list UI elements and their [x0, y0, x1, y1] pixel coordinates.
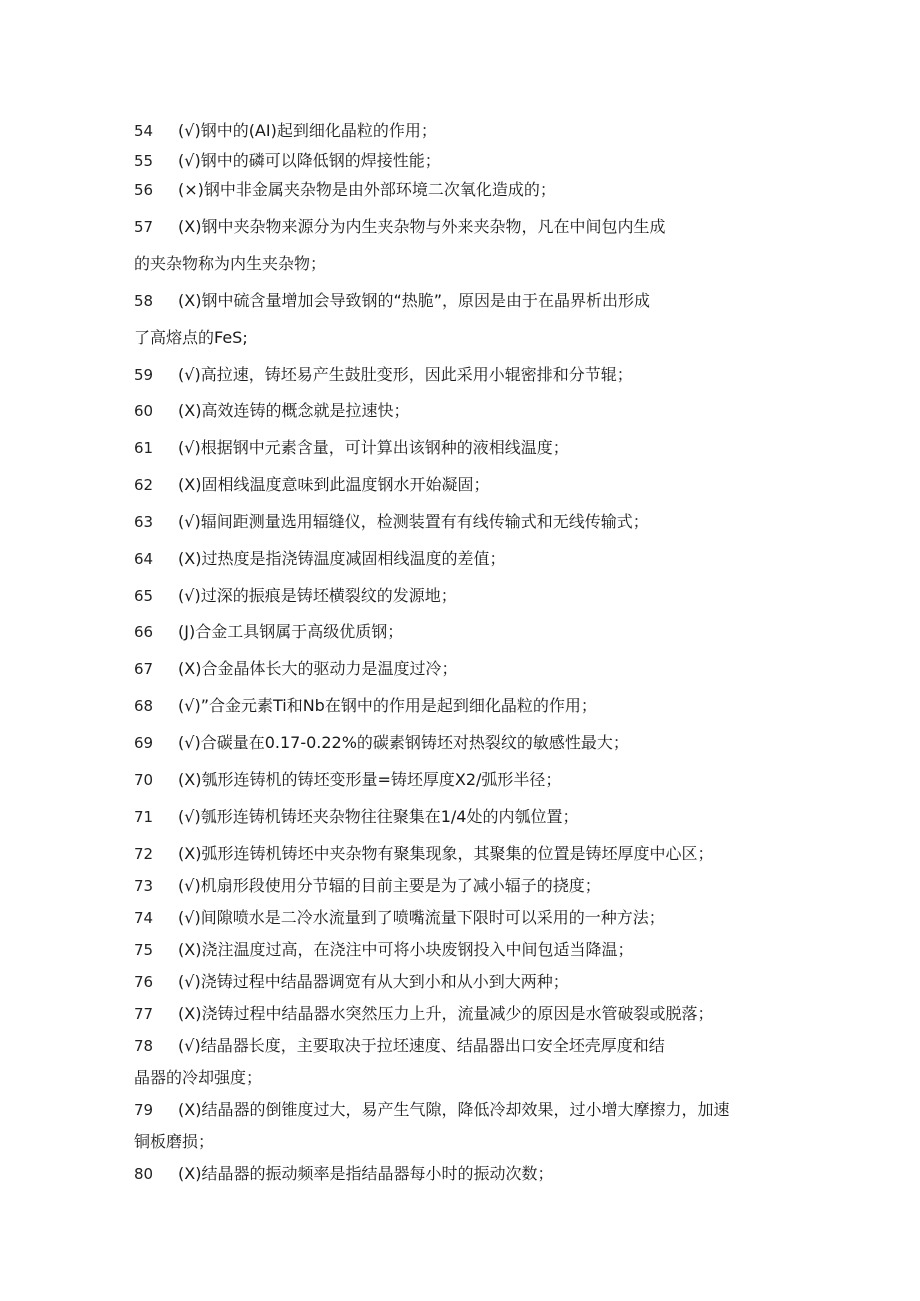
item-text: 过深的振痕是铸坯横裂纹的发源地；: [200, 586, 457, 605]
list-item: [134, 621, 403, 643]
list-item: [134, 769, 561, 791]
item-continuation: 铜板磨损；: [134, 1132, 215, 1151]
list-item: [134, 474, 489, 496]
list-item: [134, 732, 629, 754]
item-text: 浇注温度过高，在浇注中可将小块废钢投入中间包适当降温；: [201, 940, 634, 959]
item-text: 高拉速，铸坯易产生鼓肚变形，因此采用小辊密排和分节辊；: [200, 365, 633, 384]
item-number: 80: [134, 1165, 154, 1183]
list-item: [134, 585, 457, 607]
answer-mark: (X): [178, 475, 202, 494]
list-item: [134, 843, 713, 865]
answer-mark: (X): [178, 291, 202, 310]
item-text: 钢中的磷可以降低钢的焊接性能；: [200, 151, 441, 170]
list-item: [134, 1003, 713, 1025]
item-number: 79: [134, 1101, 154, 1119]
item-number: 68: [134, 697, 154, 715]
item-text: 合金晶体长大的驱动力是温度过冷；: [201, 659, 458, 678]
answer-mark: (X): [178, 1004, 202, 1023]
answer-mark: (X): [178, 1100, 202, 1119]
item-number: 65: [134, 587, 154, 605]
item-text: 结晶器的倒锥度过大，易产生气隙，降低冷却效果，过小增大摩擦力，加速: [201, 1100, 730, 1119]
list-item: [134, 511, 649, 533]
item-number: 66: [134, 623, 154, 641]
item-text: 结晶器长度，主要取决于拉坯速度、结晶器出口安全坯壳厚度和结: [200, 1036, 665, 1055]
item-text: ”合金元素Ti和Nb在钢中的作用是起到细化晶粒的作用；: [200, 696, 597, 715]
list-item: [134, 907, 665, 929]
answer-mark: (√): [178, 696, 201, 715]
answer-mark: (√): [178, 807, 201, 826]
answer-mark: (√): [178, 512, 201, 531]
item-continuation: 晶器的冷却强度；: [134, 1068, 263, 1087]
answer-mark: (X): [178, 770, 202, 789]
item-text: 间隙喷水是二冷水流量到了喷嘴流量下限时可以采用的一种方法；: [200, 908, 665, 927]
item-number: 78: [134, 1037, 154, 1055]
item-number: 69: [134, 734, 154, 752]
item-number: 58: [134, 292, 154, 310]
answer-mark: (√): [178, 586, 201, 605]
item-number: 76: [134, 973, 154, 991]
answer-mark: (X): [178, 844, 202, 863]
answer-mark: (X): [178, 940, 202, 959]
item-number: 70: [134, 771, 154, 789]
item-text: 钢中夹杂物来源分为内生夹杂物与外来夹杂物，凡在中间包内生成: [201, 217, 666, 236]
item-number: 74: [134, 909, 154, 927]
item-number: 67: [134, 660, 154, 678]
item-text: 机扇形段使用分节辐的目前主要是为了减小辐子的挠度；: [200, 876, 601, 895]
answer-mark: (√): [178, 438, 201, 457]
list-item: [134, 1035, 665, 1057]
answer-mark: (√): [178, 733, 201, 752]
answer-mark: (√): [178, 972, 201, 991]
item-text: 钢中硫含量增加会导致钢的“热脆”，原因是由于在晶界析出形成: [201, 291, 651, 310]
list-item: [134, 437, 569, 459]
item-number: 56: [134, 181, 154, 199]
answer-mark: (X): [178, 401, 202, 420]
list-item: [134, 120, 437, 142]
item-number: 60: [134, 402, 154, 420]
answer-mark: (√): [178, 908, 201, 927]
item-number: 54: [134, 122, 154, 140]
item-text: 钢中非金属夹杂物是由外部环境二次氧化造成的；: [203, 180, 556, 199]
item-text: 浇铸过程中结晶器水突然压力上升，流量减少的原因是水管破裂或脱落；: [201, 1004, 714, 1023]
answer-mark: (×): [178, 180, 204, 199]
item-text: 结晶器的振动频率是指结晶器每小时的振动次数；: [201, 1164, 554, 1183]
answer-mark: (X): [178, 1164, 202, 1183]
item-text: 弧形连铸机铸坯中夹杂物有聚集现象，其聚集的位置是铸坯厚度中心区；: [201, 844, 714, 863]
item-number: 71: [134, 808, 154, 826]
list-item: [134, 364, 633, 386]
list-item: [134, 290, 650, 312]
list-item: [134, 150, 441, 172]
list-item: [134, 179, 556, 201]
list-item: [134, 658, 457, 680]
item-number: 75: [134, 941, 154, 959]
answer-mark: (√): [178, 1036, 201, 1055]
list-item: [134, 216, 665, 238]
item-number: 59: [134, 366, 154, 384]
answer-mark: (√): [178, 121, 201, 140]
list-item: [134, 939, 633, 961]
item-text: 钢中的(AI)起到细化晶粒的作用；: [200, 121, 437, 140]
answer-mark: (X): [178, 217, 202, 236]
item-number: 77: [134, 1005, 154, 1023]
answer-mark: (J): [178, 622, 196, 641]
item-number: 64: [134, 550, 154, 568]
item-text: 瓠形连铸机铸坯夹杂物往往聚集在1/4处的内瓠位置；: [200, 807, 579, 826]
item-number: 62: [134, 476, 154, 494]
list-item: [134, 548, 505, 570]
item-number: 63: [134, 513, 154, 531]
item-text: 浇铸过程中结晶器调宽有从大到小和从小到大两种；: [200, 972, 569, 991]
list-item: [134, 400, 409, 422]
list-item: [134, 1163, 553, 1185]
item-number: 72: [134, 845, 154, 863]
item-text: 高效连铸的概念就是拉速快；: [201, 401, 410, 420]
list-item: [134, 875, 601, 897]
list-item: [134, 1099, 729, 1121]
item-continuation: 了高熔点的FeS;: [134, 328, 248, 347]
item-number: 55: [134, 152, 154, 170]
item-text: 辐间距测量选用辐缝仪，检测装置有有线传输式和无线传输式；: [200, 512, 649, 531]
answer-mark: (√): [178, 876, 201, 895]
item-number: 57: [134, 218, 154, 236]
list-item: [134, 695, 597, 717]
item-text: 合金工具钢属于高级优质钢；: [195, 622, 404, 641]
item-continuation: 的夹杂物称为内生夹杂物；: [134, 254, 327, 273]
answer-mark: (√): [178, 151, 201, 170]
answer-mark: (X): [178, 549, 202, 568]
item-text: 合碳量在0.17-0.22%的碳素钢铸坯对热裂纹的敏感性最大；: [200, 733, 629, 752]
list-item: [134, 806, 578, 828]
item-number: 61: [134, 439, 154, 457]
answer-mark: (X): [178, 659, 202, 678]
list-item: [134, 971, 569, 993]
item-text: 过热度是指浇铸温度减固相线温度的差值；: [201, 549, 506, 568]
item-text: 根据钢中元素含量，可计算出该钢种的液相线温度；: [200, 438, 569, 457]
item-text: 固相线温度意味到此温度钢水开始凝固；: [201, 475, 490, 494]
item-number: 73: [134, 877, 154, 895]
answer-mark: (√): [178, 365, 201, 384]
item-text: 瓠形连铸机的铸坯变形量=铸坯厚度X2/弧形半径；: [201, 770, 562, 789]
